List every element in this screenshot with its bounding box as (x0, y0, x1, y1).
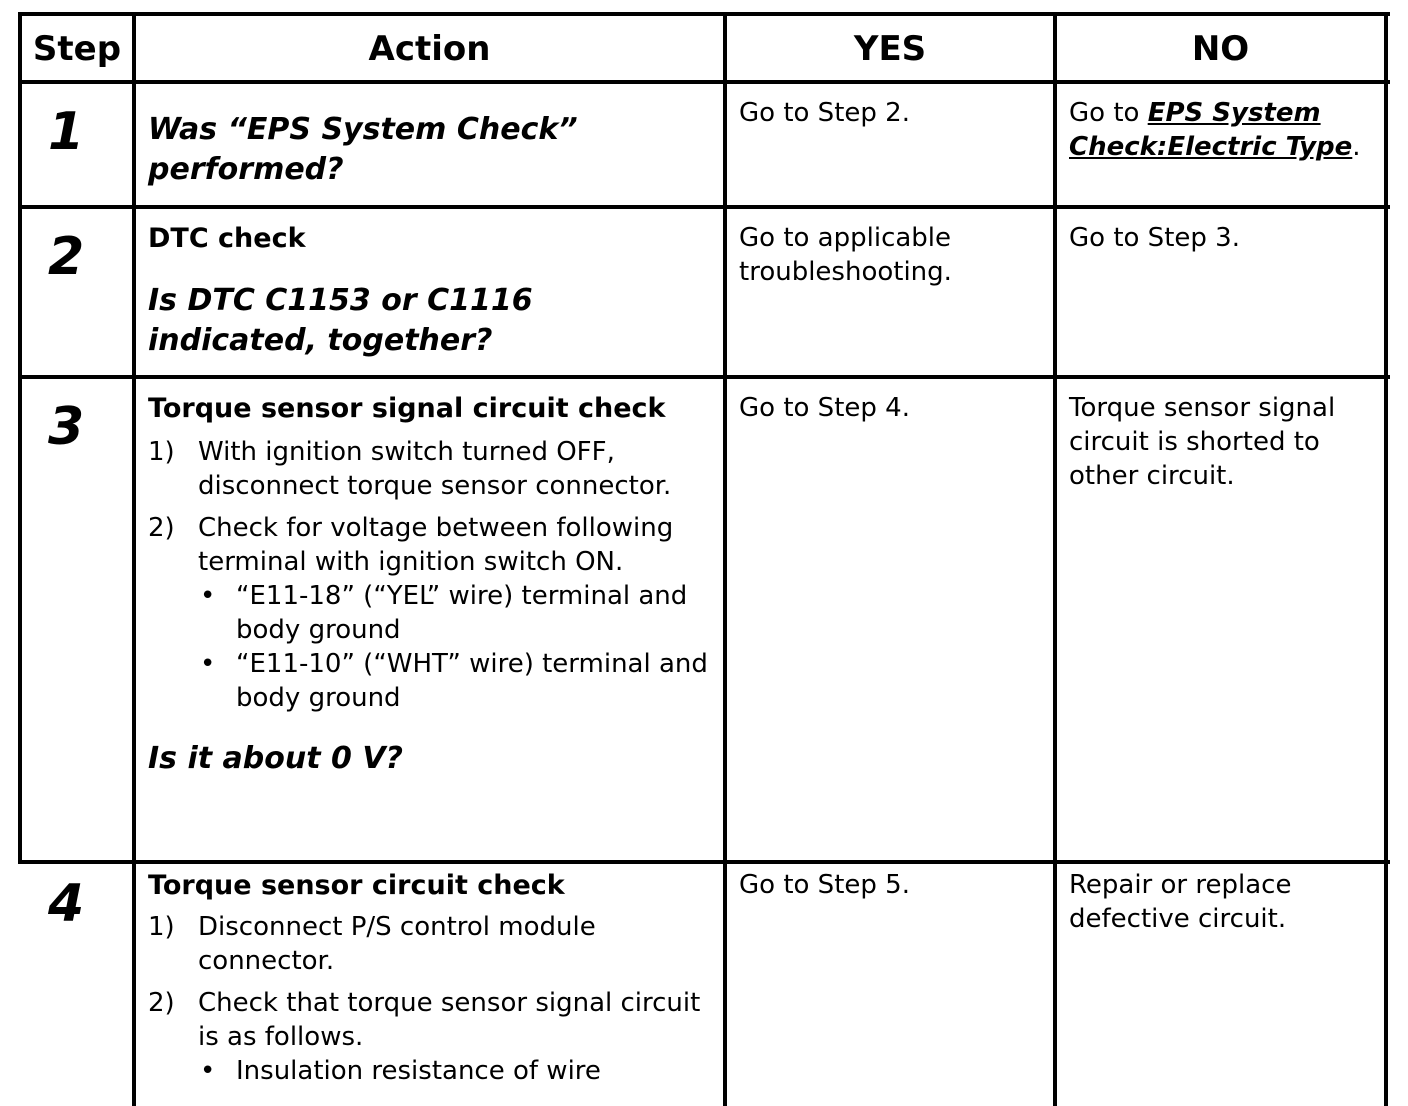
step3-bullet-1-text: “E11-18” (“YEL” wire) terminal and body ground (236, 581, 688, 645)
step2-question: Is DTC C1153 or C1116 indicated, together? (148, 283, 533, 358)
step4-bullet-1-text: Insulation resistance of wire (236, 1056, 601, 1086)
step-number-1: 1 (48, 102, 85, 162)
step1-no (1069, 96, 1374, 164)
header-action: Action (368, 29, 491, 69)
step3-bullet-2 (200, 647, 714, 715)
eps-system-check-link[interactable]: EPS System Check:Electric Type (1069, 98, 1353, 162)
bullet-icon: • (200, 1056, 216, 1086)
step4-item-2 (148, 986, 714, 1054)
step-number-3: 3 (48, 397, 85, 457)
table-col-divider-yes (1053, 12, 1057, 1106)
step2-no: Go to Step 3. (1069, 223, 1240, 253)
step1-action (148, 110, 708, 190)
step4-item-2-num: 2) (148, 988, 175, 1018)
step-number-4: 4 (48, 874, 85, 934)
step3-item-1 (148, 435, 714, 503)
step3-question: Is it about 0 V? (148, 741, 403, 776)
step4-yes: Go to Step 5. (739, 870, 910, 900)
step1-question: Was “EPS System Check” performed? (148, 112, 578, 187)
step4-item-2-text: Check that torque sensor signal circuit is as follows. (198, 988, 701, 1052)
table-col-divider-action (723, 12, 727, 1106)
table-rule-row2 (18, 375, 1390, 379)
step3-action (148, 391, 714, 779)
bullet-icon: • (200, 581, 216, 611)
step4-item-1 (148, 910, 714, 978)
step3-bullet-2-text: “E11-10” (“WHT” wire) terminal and body ground (236, 649, 708, 713)
step1-no-prefix: Go to (1069, 98, 1148, 128)
header-no: NO (1191, 29, 1250, 69)
step2-yes: Go to applicable troubleshooting. (739, 223, 952, 287)
step3-no: Torque sensor signal circuit is shorted to other circuit. (1069, 393, 1336, 491)
table-col-divider-step (132, 12, 136, 1106)
step4-item-1-text: Disconnect P/S control module connector. (198, 912, 596, 976)
step3-yes: Go to Step 4. (739, 393, 910, 423)
step3-item-2-num: 2) (148, 513, 175, 543)
step3-item-2-text: Check for voltage between following terminal with ignition switch ON. (198, 513, 674, 577)
step4-title: Torque sensor circuit check (148, 870, 565, 901)
header-yes: YES (853, 29, 927, 69)
step3-title: Torque sensor signal circuit check (148, 393, 666, 424)
table-border-right (1384, 12, 1388, 1106)
table-border-left (18, 12, 22, 862)
step3-item-1-num: 1) (148, 437, 175, 467)
step4-bullet-1 (200, 1054, 714, 1088)
table-rule-row1 (18, 205, 1390, 209)
step-number-2: 2 (48, 227, 85, 287)
step3-bullet-1 (200, 579, 714, 647)
step3-item-2 (148, 511, 714, 579)
step4-item-1-num: 1) (148, 912, 175, 942)
step1-no-suffix: . (1352, 132, 1361, 162)
step3-item-1-text: With ignition switch turned OFF, disconnect torque sensor connector. (198, 437, 672, 501)
step4-action (148, 868, 714, 1088)
step4-no: Repair or replace defective circuit. (1069, 870, 1292, 934)
step2-action (148, 221, 708, 361)
step1-yes: Go to Step 2. (739, 98, 910, 128)
table-rule-row3 (18, 860, 1390, 864)
step2-title: DTC check (148, 223, 306, 254)
header-step: Step (32, 29, 122, 69)
bullet-icon: • (200, 649, 216, 679)
